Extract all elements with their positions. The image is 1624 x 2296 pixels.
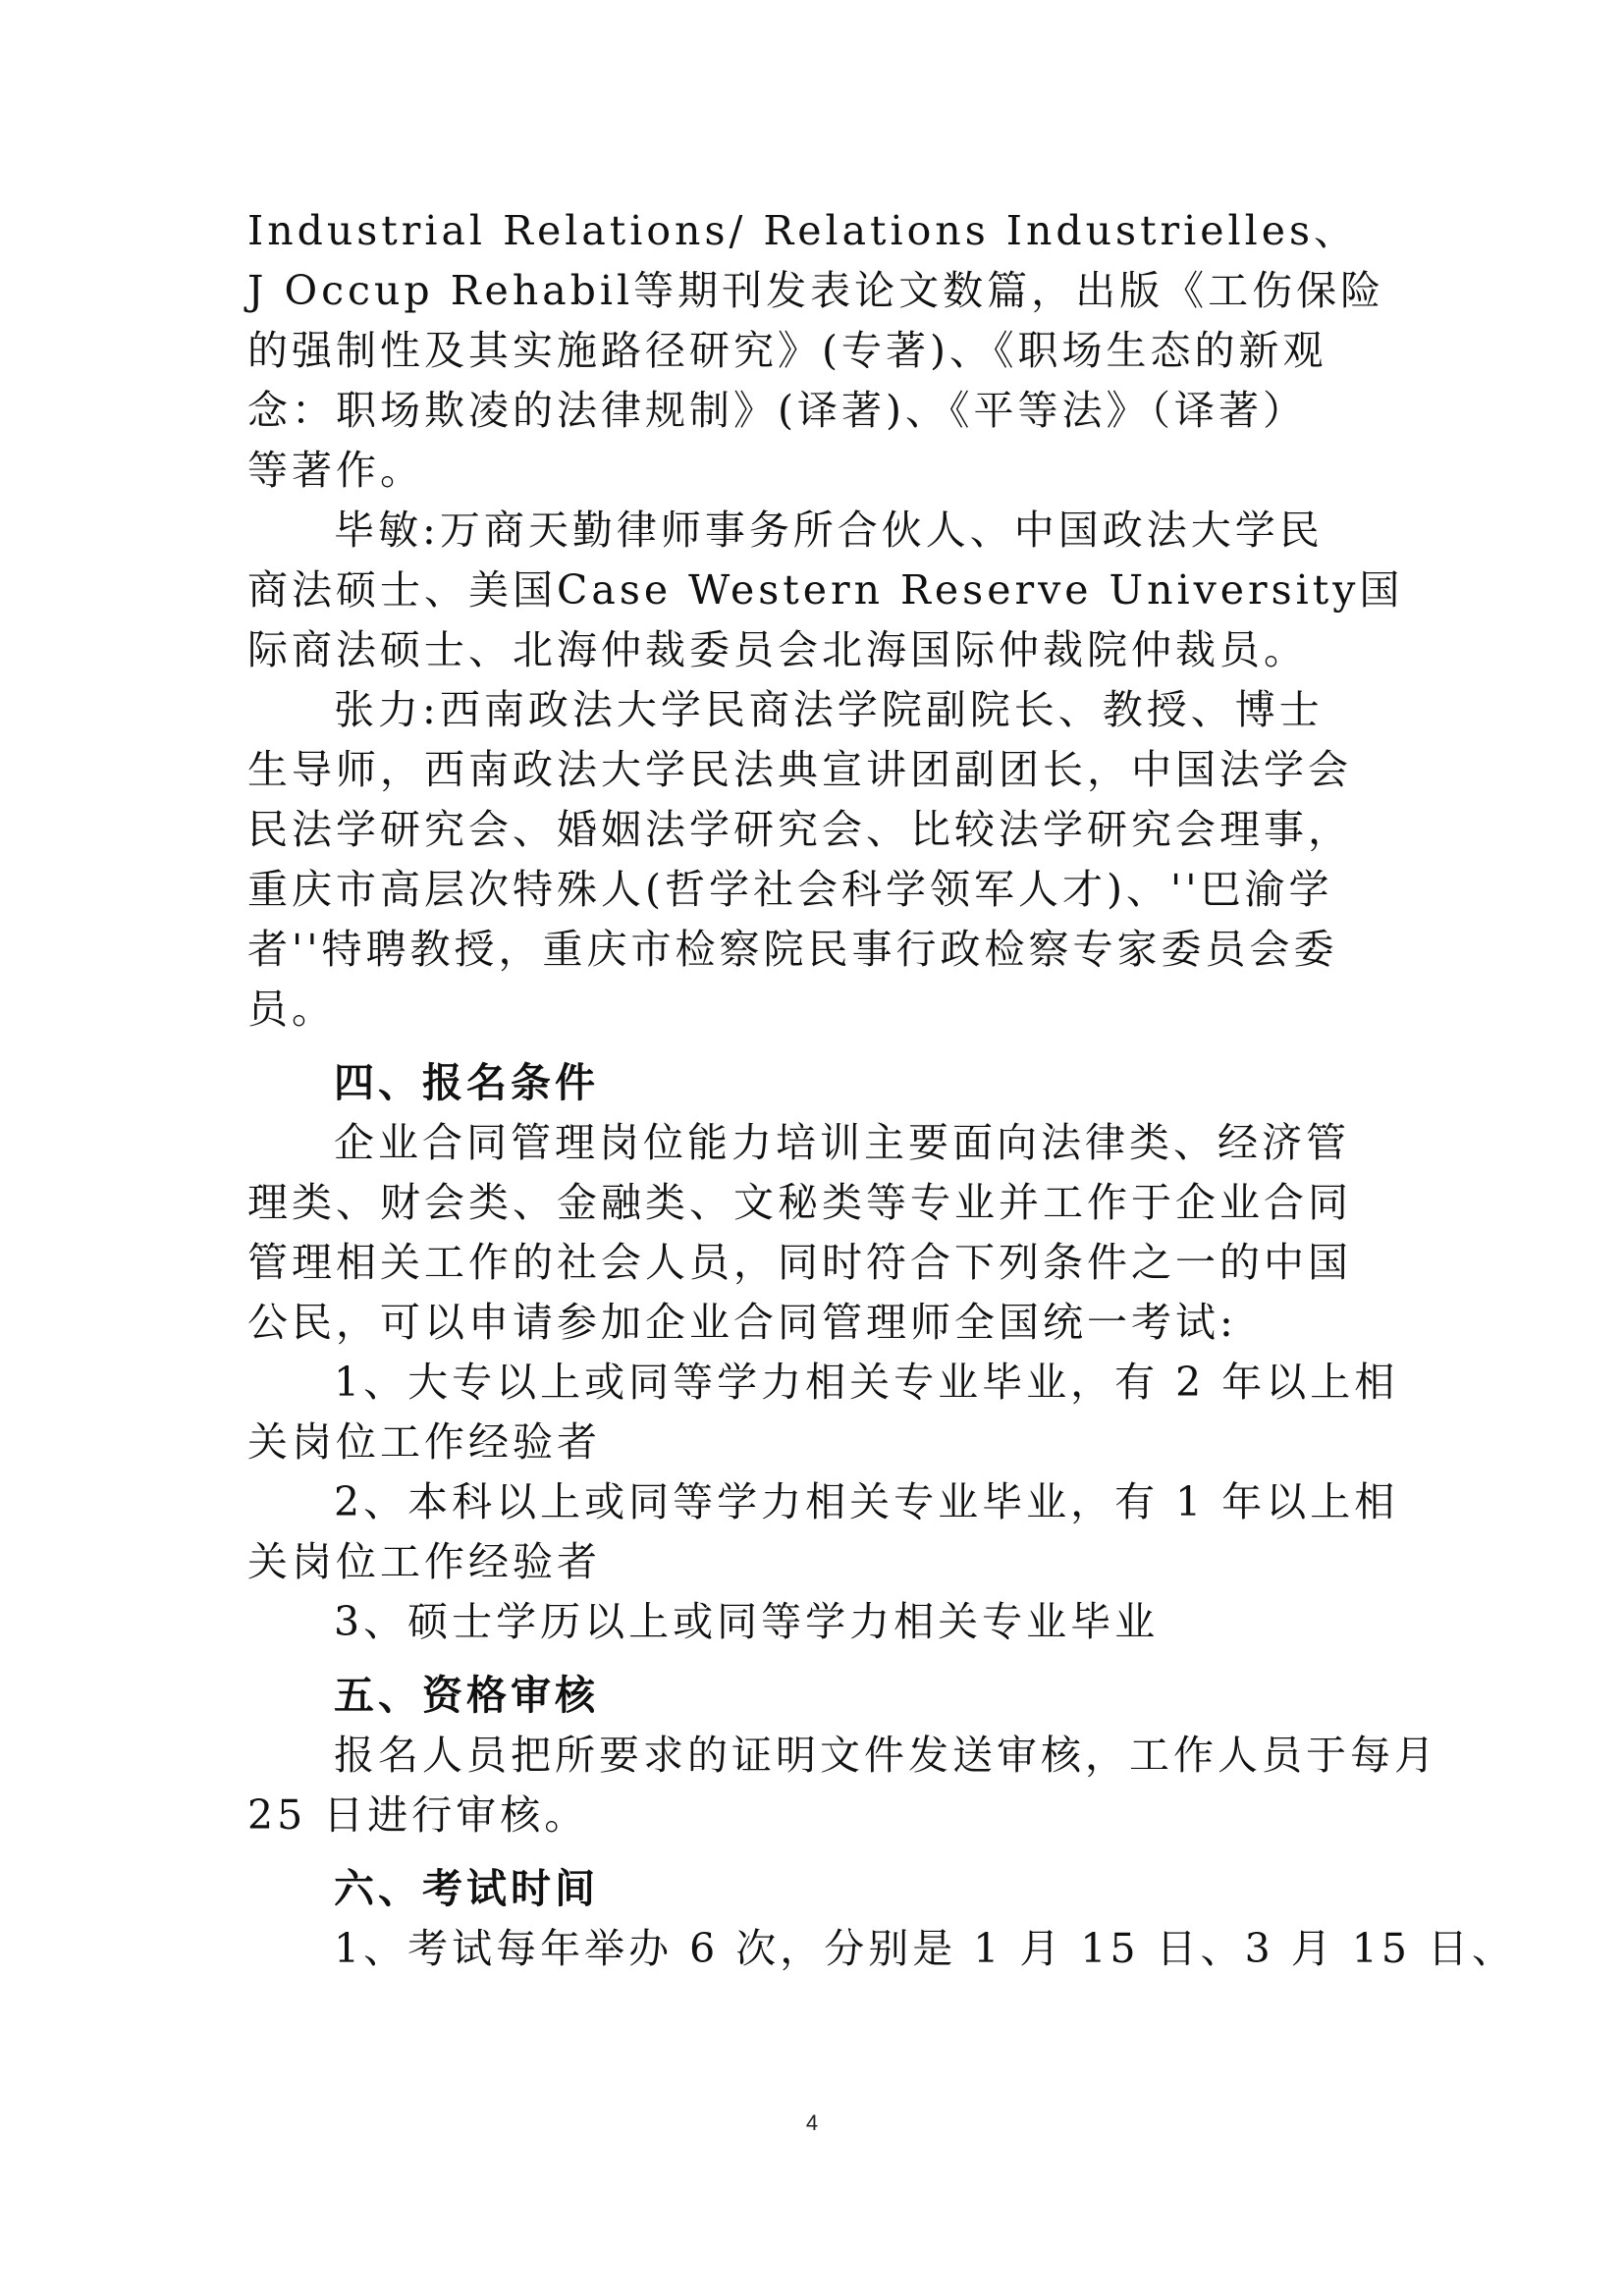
section-heading: 四、报名条件 [334, 1059, 599, 1106]
text-line: 1、考试每年举办 6 次，分别是 1 月 15 日、3 月 15 日、 [334, 1925, 1516, 1972]
text-line: 企业合同管理岗位能力培训主要面向法律类、经济管 [334, 1119, 1350, 1166]
text-line: 张力:西南政法大学民商法学院副院长、教授、博士 [334, 686, 1324, 733]
text-line: 毕敏:万商天勤律师事务所合伙人、中国政法大学民 [334, 507, 1324, 554]
page-number: 4 [805, 2110, 819, 2135]
section-heading: 六、考试时间 [334, 1865, 599, 1912]
text-line: 公民，可以申请参加企业合同管理师全国统一考试: [247, 1299, 1237, 1346]
text-line: 重庆市高层次特殊人(哲学社会科学领军人才)、''巴渝学 [247, 866, 1333, 913]
text-line: 管理相关工作的社会人员，同时符合下列条件之一的中国 [247, 1239, 1352, 1286]
text-line: 民法学研究会、婚姻法学研究会、比较法学研究会理事， [247, 806, 1352, 853]
text-line: 的强制性及其实施路径研究》(专著)、《职场生态的新观 [247, 327, 1327, 374]
text-line: 报名人员把所要求的证明文件发送审核，工作人员于每月 [334, 1732, 1438, 1779]
list-item: 2、本科以上或同等学力相关专业毕业，有 1 年以上相 [334, 1478, 1399, 1525]
section-heading: 五、资格审核 [334, 1672, 599, 1719]
text-line: 等著作。 [247, 447, 424, 494]
text-line: J Occup Rehabil等期刊发表论文数篇，出版《工伤保险 [247, 267, 1385, 314]
text-line: 理类、财会类、金融类、文秘类等专业并工作于企业合同 [247, 1179, 1352, 1226]
document-body [247, 201, 1516, 1979]
list-item: 1、大专以上或同等学力相关专业毕业，有 2 年以上相 [334, 1359, 1399, 1406]
text-line: 商法硕士、美国Case Western Reserve University国 [247, 566, 1404, 614]
text-line: 员。 [247, 986, 336, 1033]
text-line: 念：职场欺凌的法律规制》(译著)、《平等法》（译著） [247, 387, 1307, 434]
text-line: 关岗位工作经验者 [247, 1538, 601, 1585]
text-line: 者''特聘教授，重庆市检察院民事行政检察专家委员会委 [247, 926, 1338, 973]
text-line: 际商法硕士、北海仲裁委员会北海国际仲裁院仲裁员。 [247, 626, 1308, 673]
text-line: 生导师，西南政法大学民法典宣讲团副团长，中国法学会 [247, 746, 1352, 793]
text-line: 25 日进行审核。 [247, 1791, 589, 1839]
text-line: 关岗位工作经验者 [247, 1418, 601, 1466]
list-item: 3、硕士学历以上或同等学力相关专业毕业 [334, 1598, 1160, 1645]
text-line: Industrial Relations/ Relations Industrielles、 [247, 207, 1359, 254]
